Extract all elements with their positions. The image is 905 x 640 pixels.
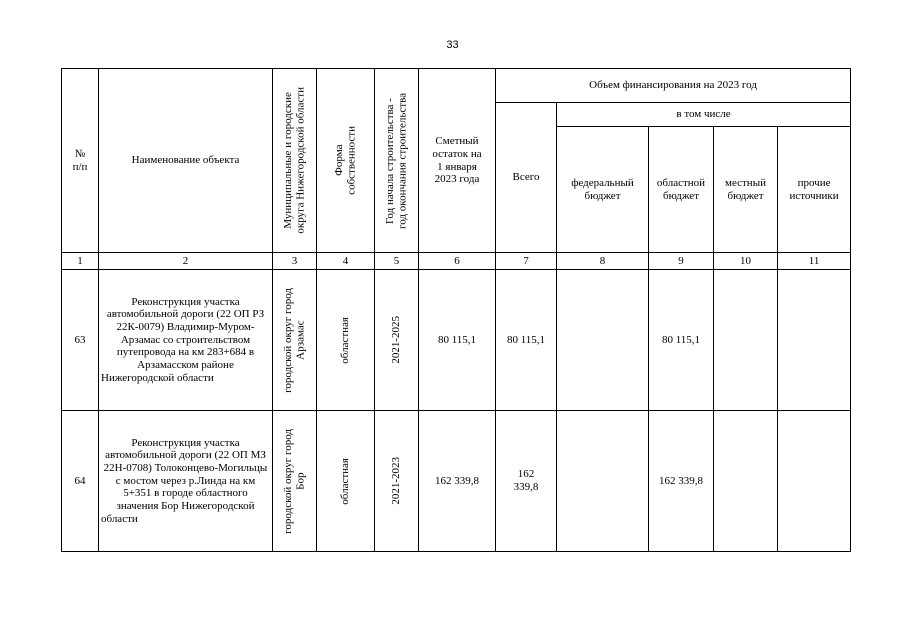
row-municipality: городской округ город Арзамас [273,270,317,411]
header-years: Год начала строительства - год окончания строительства [375,69,419,253]
header-name: Наименование объекта [99,69,273,253]
header-municipality: Муниципальные и городские округа Нижегородской области [273,69,317,253]
header-balance: Сметный остаток на 1 января 2023 года [419,69,496,253]
column-number: 8 [557,253,649,270]
header-total: Всего [496,103,557,253]
column-number: 11 [778,253,851,270]
header-num: № п/п [62,69,99,253]
header-federal: федеральный бюджет [557,127,649,253]
row-other [778,411,851,552]
row-local [714,270,778,411]
column-number: 2 [99,253,273,270]
row-ownership: областная [317,411,375,552]
row-ownership: областная [317,270,375,411]
financing-table [61,68,851,552]
column-number: 3 [273,253,317,270]
header-local: местный бюджет [714,127,778,253]
page-number: 33 [446,39,459,51]
row-num: 63 [62,270,99,411]
column-number: 7 [496,253,557,270]
row-other [778,270,851,411]
row-regional: 162 339,8 [649,411,714,552]
table-row [62,270,851,411]
table-row [62,411,851,552]
row-balance: 162 339,8 [419,411,496,552]
row-years: 2021-2023 [375,411,419,552]
column-number: 10 [714,253,778,270]
row-federal [557,270,649,411]
column-number: 4 [317,253,375,270]
header-ownership: Форма собственности [317,69,375,253]
row-name: Реконструкция участка автомобильной дороги (22 ОП РЗ 22К-0079) Владимир-Муром-Арзамас со строительством путепровода на км 283+684 в Арзамасском районе Нижегородской области [99,270,273,411]
row-regional: 80 115,1 [649,270,714,411]
row-total: 162 339,8 [496,411,557,552]
header-including: в том числе [557,103,851,127]
row-name: Реконструкция участка автомобильной дороги (22 ОП МЗ 22Н-0708) Толоконцево-Могильцы с мостом через р.Линда на км 5+351 в городе областного значения Бор Нижегородской области [99,411,273,552]
row-local [714,411,778,552]
header-other: прочие источники [778,127,851,253]
row-years: 2021-2025 [375,270,419,411]
column-number-row [62,253,851,270]
column-number: 5 [375,253,419,270]
row-municipality: городской округ город Бор [273,411,317,552]
column-number: 1 [62,253,99,270]
column-number: 6 [419,253,496,270]
row-federal [557,411,649,552]
header-regional: областной бюджет [649,127,714,253]
row-balance: 80 115,1 [419,270,496,411]
row-num: 64 [62,411,99,552]
header-funding: Объем финансирования на 2023 год [496,69,851,103]
row-total: 80 115,1 [496,270,557,411]
column-number: 9 [649,253,714,270]
